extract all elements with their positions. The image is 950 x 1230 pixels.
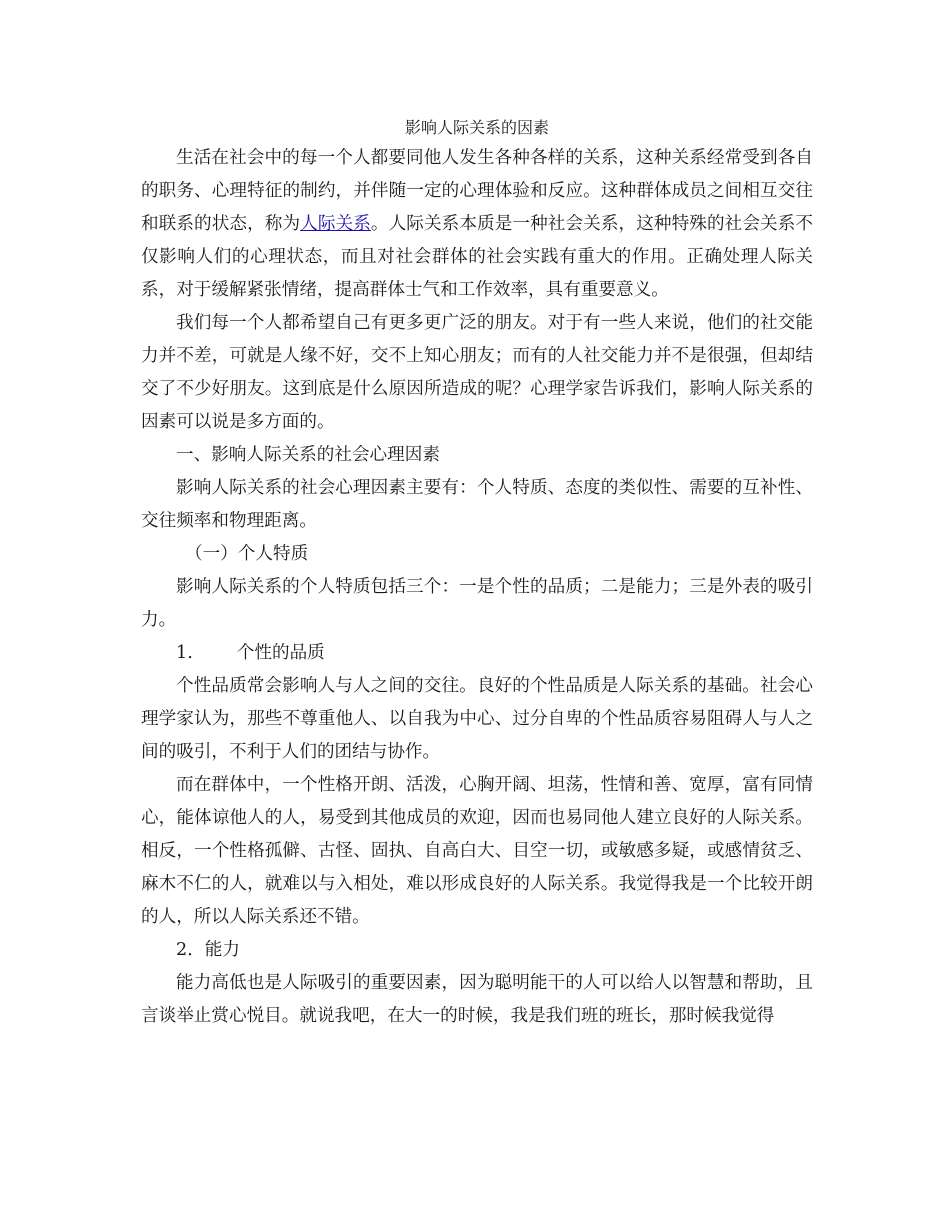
item-heading-ability: 2．能力 (176, 940, 240, 960)
paragraph-social-factors: 影响人际关系的社会心理因素主要有：个人特质、态度的类似性、需要的互补性、交往频率和物理距离。 (141, 478, 813, 531)
document-title: 影响人际关系的因素 (404, 118, 549, 137)
paragraph-group-personality: 而在群体中，一个性格开朗、活泼，心胸开阔、坦荡，性情和善、宽厚，富有同情心，能体谅他人的人，易受到其他成员的欢迎，因而也易同他人建立良好的人际关系。相反，一个性格孤僻、古怪、固执、自高白大、目空一切，或敏感多疑，或感情贫乏、麻木不仁的人，就难以与入相处，难以形成良好的人际关系。我觉得我是一个比较开朗的人，所以人际关系还不错。 (141, 775, 813, 927)
paragraph-ability: 能力高低也是人际吸引的重要因素，因为聪明能干的人可以给人以智慧和帮助，且言谈举止赏心悦目。就说我吧，在大一的时候，我是我们班的班长，那时候我觉得 (141, 973, 813, 1026)
item-title-personality: 个性的品质 (236, 643, 325, 663)
item-heading-personality (141, 637, 813, 670)
paragraph-intro-text-a: 生活在社会中的每一个人都要同他人发生各种各样的关系，这种关系经常受到各自的职务、心理特征的制约，并伴随一定的心理体验和反应。这种群体成员之间相互交往和联系的状态，称为 (141, 148, 813, 234)
paragraph-personal-traits: 影响人际关系的个人特质包括三个：一是个性的品质；二是能力；三是外表的吸引力。 (141, 577, 813, 630)
paragraph-intro (141, 142, 813, 307)
paragraph-intro-text-b: 。人际关系本质是一种社会关系，这种特殊的社会关系不仅影响人们的心理状态，而且对社会群体的社会实践有重大的作用。正确处理人际关系，对于缓解紧张情绪，提高群体士气和工作效率，具有重要意义。 (141, 214, 813, 300)
paragraph-personality-quality: 个性品质常会影响人与人之间的交往。良好的个性品质是人际关系的基础。社会心理学家认为，那些不尊重他人、以自我为中心、过分自卑的个性品质容易阻碍人与人之间的吸引，不利于人们的团结与协作。 (141, 676, 813, 762)
section-heading-social-psych: 一、影响人际关系的社会心理因素 (176, 445, 440, 465)
paragraph-friends: 我们每一个人都希望自己有更多更广泛的朋友。对于有一些人来说，他们的社交能力并不差，可就是人缘不好，交不上知心朋友；而有的人社交能力并不是很强，但却结交了不少好朋友。这到底是什么原因所造成的呢？心理学家告诉我们，影响人际关系的因素可以说是多方面的。 (141, 313, 813, 432)
item-number-1: 1. (176, 643, 193, 663)
interpersonal-relation-link[interactable]: 人际关系 (300, 214, 371, 234)
subsection-heading-personal-traits: （一）个人特质 (185, 544, 309, 564)
document-body (141, 114, 813, 1033)
